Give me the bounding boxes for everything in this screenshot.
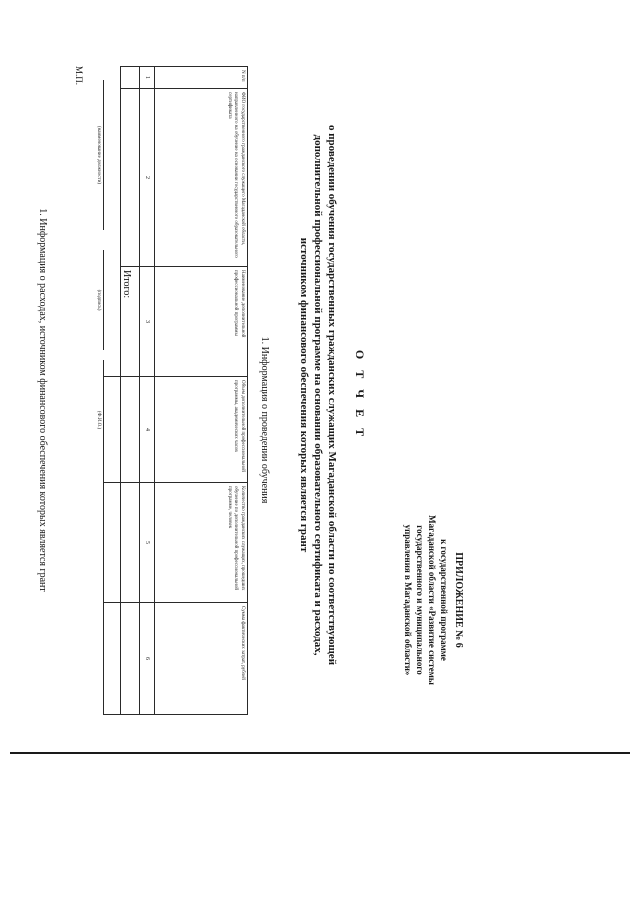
column-number: 1 [140, 67, 155, 89]
report-subtitle-2: дополнительной профессиональной программе на основании образовательного сертификата и расходах, [312, 134, 324, 656]
name-caption: (Ф.И.О.) [96, 410, 101, 430]
table-cell [121, 603, 140, 715]
header-cell: Объем дополнительной профессиональной программы, академических часов [155, 377, 248, 483]
training-table [103, 66, 248, 715]
report-subtitle-3: источником финансового обеспечения которых является грант [298, 237, 310, 553]
annex-line-2: Магаданской области «Развитие системы [427, 515, 437, 685]
column-number: 2 [140, 89, 155, 267]
column-number: 3 [140, 267, 155, 377]
page-divider [10, 752, 630, 754]
report-subtitle-1: о проведении обучения государственных гражданских служащих Магаданской области по соответствующей [326, 124, 338, 666]
report-title [297, 70, 367, 720]
annex-line-3: государственного и муниципального [415, 525, 425, 675]
table-cell [121, 89, 140, 267]
report-heading: О Т Ч Е Т [353, 349, 367, 441]
table-header-row [155, 67, 248, 715]
header-cell: ФИО государственного гражданского служащего Магаданской области, направленного на обучение на основании государственного образовательного сертификата [155, 89, 248, 267]
total-label: Итого: [121, 270, 132, 299]
header-cell: Количество гражданских служащих, прошедших обучение по дополнительной профессиональной программе, человек [155, 483, 248, 603]
table-cell [104, 603, 121, 715]
column-number: 4 [140, 377, 155, 483]
table-cell [104, 377, 121, 483]
table-row [121, 67, 140, 715]
annex-title: ПРИЛОЖЕНИЕ № 6 [453, 552, 464, 648]
section-2-title: 1. Информация о расходах, источником финансового обеспечения которых является грант [37, 208, 48, 592]
table-total-row [104, 67, 121, 715]
position-caption: (наименование должности) [96, 125, 101, 185]
table-cell [104, 89, 121, 267]
name-line [103, 360, 104, 480]
table-cell [121, 377, 140, 483]
table-number-row [140, 67, 155, 715]
position-line [103, 80, 104, 230]
table-cell [104, 483, 121, 603]
column-number: 6 [140, 603, 155, 715]
signature-caption: (подпись) [96, 289, 101, 311]
section-1-title: 1. Информация о проведении обучения [259, 336, 270, 504]
column-number: 5 [140, 483, 155, 603]
table-cell [121, 483, 140, 603]
signature-line [103, 250, 104, 350]
table-cell [121, 67, 140, 89]
rotated-report [0, 60, 470, 740]
stamp-label: М.П. [74, 66, 84, 86]
table-cell [104, 267, 121, 377]
annex-line-4: управления в Магаданской области» [403, 524, 413, 676]
table-cell [104, 67, 121, 89]
header-cell: Сумма фактических затрат, рублей [155, 603, 248, 715]
header-cell: Наименование дополнительной профессиональной программы [155, 267, 248, 377]
header-cell: N п/п [155, 67, 248, 89]
annex-block [402, 470, 464, 730]
annex-line-1: к государственной программе [439, 539, 449, 661]
